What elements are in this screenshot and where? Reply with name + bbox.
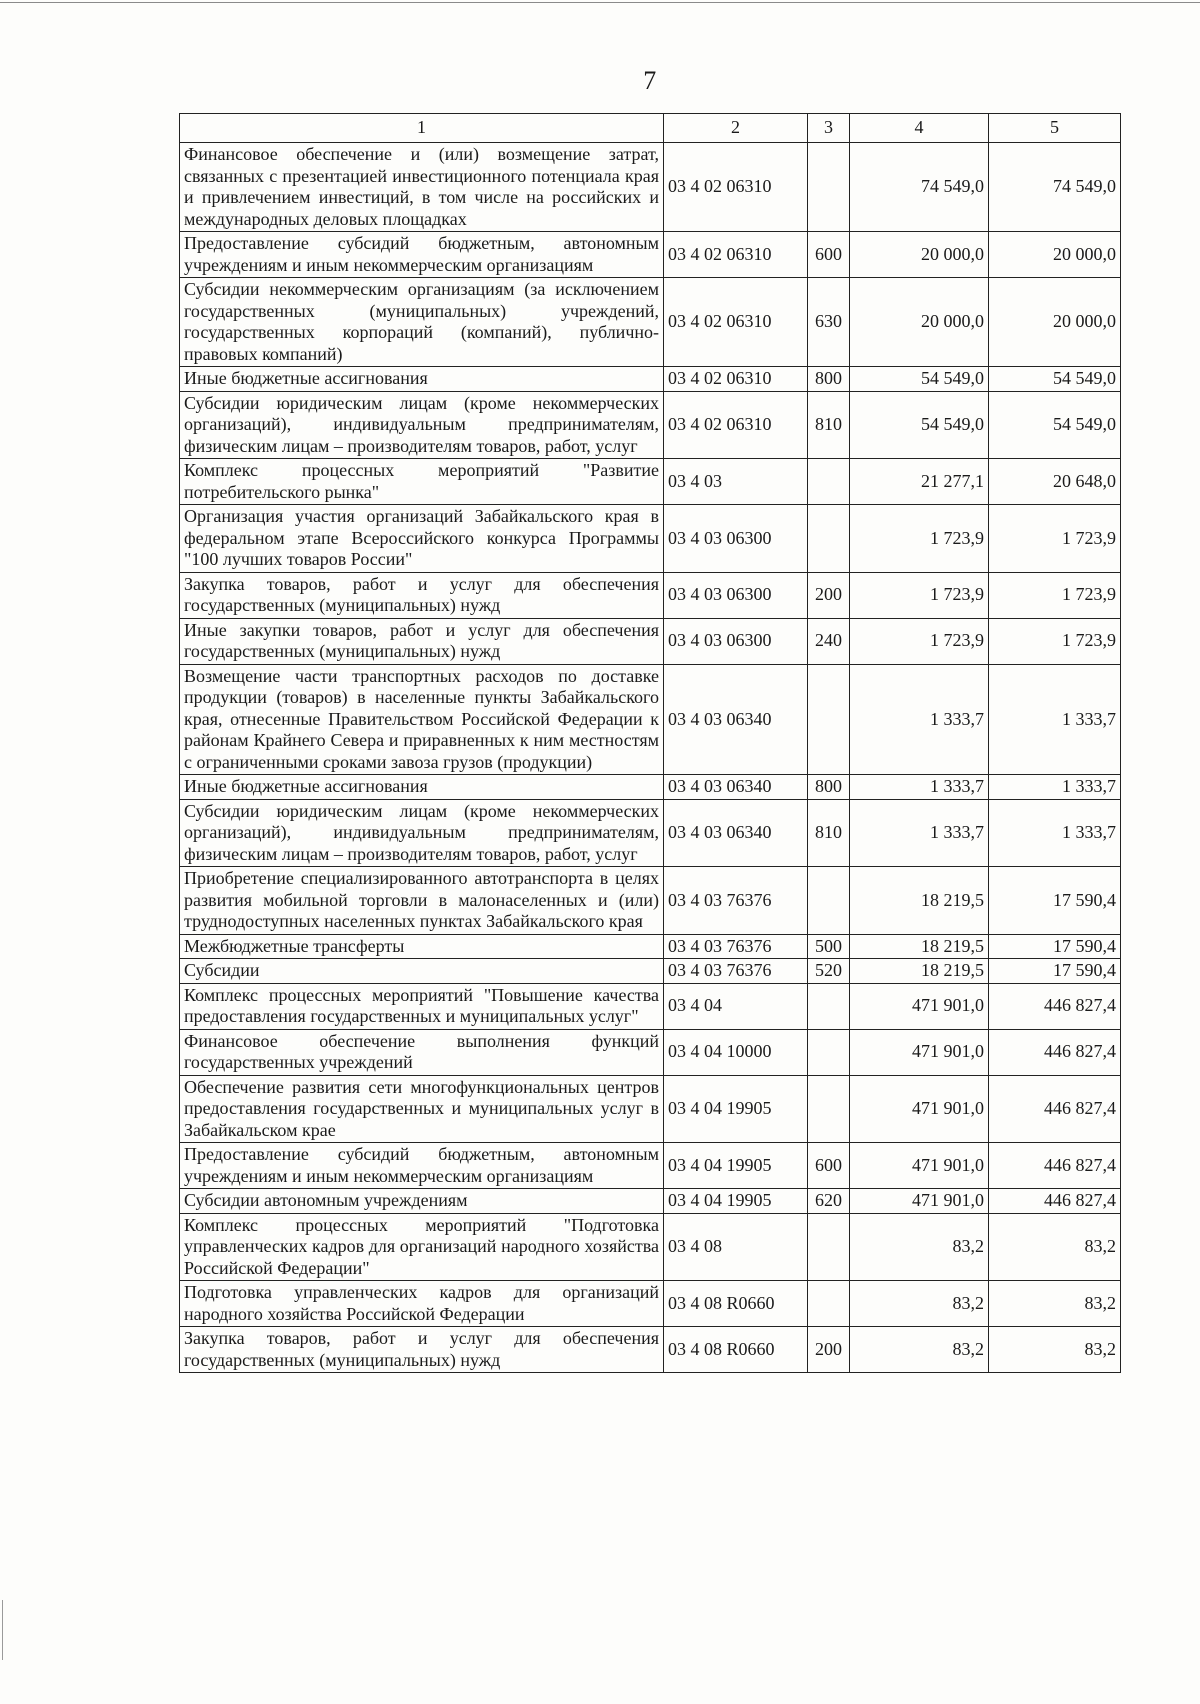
table-row <box>180 1189 1121 1214</box>
table-row <box>180 232 1121 278</box>
row-code-cell: 03 4 04 19905 <box>664 1143 808 1189</box>
row-code-cell: 03 4 04 <box>664 983 808 1029</box>
row-amount-2-cell: 20 000,0 <box>989 278 1121 367</box>
row-amount-1-cell: 74 549,0 <box>850 143 989 232</box>
row-expense-type-cell <box>808 983 850 1029</box>
row-code-cell: 03 4 03 76376 <box>664 867 808 935</box>
table-header-row <box>180 114 1121 143</box>
row-expense-type-cell: 200 <box>808 572 850 618</box>
row-name-cell: Приобретение специализированного автотранспорта в целях развития мобильной торговли в малонаселенных и (или) труднодоступных населенных пунктах Забайкальского края <box>180 867 664 935</box>
row-code-cell: 03 4 03 06300 <box>664 618 808 664</box>
row-amount-1-cell: 83,2 <box>850 1327 989 1373</box>
row-amount-2-cell: 446 827,4 <box>989 983 1121 1029</box>
row-name-cell: Подготовка управленческих кадров для организаций народного хозяйства Российской Федерации <box>180 1281 664 1327</box>
table-row <box>180 1143 1121 1189</box>
table-row <box>180 1029 1121 1075</box>
row-amount-2-cell: 1 723,9 <box>989 572 1121 618</box>
row-expense-type-cell: 500 <box>808 934 850 959</box>
row-amount-2-cell: 446 827,4 <box>989 1143 1121 1189</box>
table-row <box>180 934 1121 959</box>
row-amount-2-cell: 446 827,4 <box>989 1189 1121 1214</box>
row-amount-2-cell: 17 590,4 <box>989 959 1121 984</box>
row-amount-2-cell: 446 827,4 <box>989 1029 1121 1075</box>
row-code-cell: 03 4 03 76376 <box>664 934 808 959</box>
row-code-cell: 03 4 02 06310 <box>664 143 808 232</box>
row-name-cell: Обеспечение развития сети многофункциональных центров предоставления государственных и муниципальных услуг в Забайкальском крае <box>180 1075 664 1143</box>
row-amount-1-cell: 1 723,9 <box>850 572 989 618</box>
table-row <box>180 505 1121 573</box>
row-amount-1-cell: 471 901,0 <box>850 983 989 1029</box>
row-amount-1-cell: 471 901,0 <box>850 1029 989 1075</box>
table-row <box>180 278 1121 367</box>
row-name-cell: Иные бюджетные ассигнования <box>180 367 664 392</box>
table-row <box>180 775 1121 800</box>
row-name-cell: Субсидии некоммерческим организациям (за исключением государственных (муниципальных) учреждений, государственных корпораций (компаний), публично-правовых компаний) <box>180 278 664 367</box>
row-code-cell: 03 4 04 19905 <box>664 1075 808 1143</box>
row-amount-1-cell: 18 219,5 <box>850 959 989 984</box>
row-code-cell: 03 4 02 06310 <box>664 232 808 278</box>
row-expense-type-cell <box>808 1213 850 1281</box>
table-row <box>180 391 1121 459</box>
row-code-cell: 03 4 02 06310 <box>664 391 808 459</box>
row-expense-type-cell <box>808 867 850 935</box>
row-amount-1-cell: 471 901,0 <box>850 1143 989 1189</box>
row-code-cell: 03 4 08 R0660 <box>664 1327 808 1373</box>
row-amount-1-cell: 18 219,5 <box>850 867 989 935</box>
row-expense-type-cell: 520 <box>808 959 850 984</box>
row-name-cell: Комплекс процессных мероприятий "Повышение качества предоставления государственных и муниципальных услуг" <box>180 983 664 1029</box>
row-code-cell: 03 4 04 10000 <box>664 1029 808 1075</box>
row-name-cell: Финансовое обеспечение и (или) возмещение затрат, связанных с презентацией инвестиционного потенциала края и привлечением инвестиций, в том числе на российских и международных деловых площадках <box>180 143 664 232</box>
row-expense-type-cell <box>808 505 850 573</box>
row-amount-1-cell: 83,2 <box>850 1281 989 1327</box>
row-name-cell: Возмещение части транспортных расходов по доставке продукции (товаров) в населенные пункты Забайкальского края, отнесенные Правительством Российской Федерации к районам Крайнего Севера и приравненных к ним местностям с ограниченными сроками завоза грузов (продукции) <box>180 664 664 775</box>
table-row <box>180 367 1121 392</box>
budget-table <box>179 113 1121 1373</box>
row-expense-type-cell: 600 <box>808 1143 850 1189</box>
row-name-cell: Иные бюджетные ассигнования <box>180 775 664 800</box>
row-expense-type-cell <box>808 143 850 232</box>
row-amount-1-cell: 54 549,0 <box>850 367 989 392</box>
row-code-cell: 03 4 03 06340 <box>664 775 808 800</box>
table-row <box>180 959 1121 984</box>
row-name-cell: Комплекс процессных мероприятий "Подготовка управленческих кадров для организаций народного хозяйства Российской Федерации" <box>180 1213 664 1281</box>
header-col-2: 2 <box>664 114 808 143</box>
table-row <box>180 1327 1121 1373</box>
row-amount-2-cell: 54 549,0 <box>989 391 1121 459</box>
row-expense-type-cell: 200 <box>808 1327 850 1373</box>
row-amount-1-cell: 1 723,9 <box>850 505 989 573</box>
row-name-cell: Организация участия организаций Забайкальского края в федеральном этапе Всероссийского конкурса Программы "100 лучших товаров России" <box>180 505 664 573</box>
row-code-cell: 03 4 08 R0660 <box>664 1281 808 1327</box>
row-expense-type-cell: 810 <box>808 799 850 867</box>
row-expense-type-cell <box>808 459 850 505</box>
header-col-1: 1 <box>180 114 664 143</box>
scan-edge-line <box>0 2 1200 3</box>
row-code-cell: 03 4 03 06340 <box>664 664 808 775</box>
row-name-cell: Субсидии юридическим лицам (кроме некоммерческих организаций), индивидуальным предпринимателям, физическим лицам – производителям товаров, работ, услуг <box>180 391 664 459</box>
table-row <box>180 618 1121 664</box>
row-name-cell: Предоставление субсидий бюджетным, автономным учреждениям и иным некоммерческим организациям <box>180 1143 664 1189</box>
row-expense-type-cell <box>808 1029 850 1075</box>
header-col-3: 3 <box>808 114 850 143</box>
row-amount-1-cell: 83,2 <box>850 1213 989 1281</box>
table-row <box>180 1281 1121 1327</box>
header-col-5: 5 <box>989 114 1121 143</box>
table-row <box>180 1075 1121 1143</box>
row-code-cell: 03 4 03 06300 <box>664 505 808 573</box>
row-amount-2-cell: 83,2 <box>989 1213 1121 1281</box>
row-code-cell: 03 4 02 06310 <box>664 367 808 392</box>
table-row <box>180 664 1121 775</box>
row-amount-2-cell: 54 549,0 <box>989 367 1121 392</box>
row-name-cell: Иные закупки товаров, работ и услуг для обеспечения государственных (муниципальных) нужд <box>180 618 664 664</box>
row-code-cell: 03 4 03 <box>664 459 808 505</box>
table-row <box>180 983 1121 1029</box>
row-name-cell: Комплекс процессных мероприятий "Развитие потребительского рынка" <box>180 459 664 505</box>
row-code-cell: 03 4 08 <box>664 1213 808 1281</box>
row-amount-2-cell: 74 549,0 <box>989 143 1121 232</box>
table-row <box>180 572 1121 618</box>
row-amount-1-cell: 1 723,9 <box>850 618 989 664</box>
row-amount-1-cell: 471 901,0 <box>850 1189 989 1214</box>
row-expense-type-cell <box>808 1281 850 1327</box>
row-name-cell: Субсидии автономным учреждениям <box>180 1189 664 1214</box>
row-amount-2-cell: 1 723,9 <box>989 505 1121 573</box>
row-expense-type-cell: 800 <box>808 367 850 392</box>
row-amount-2-cell: 20 648,0 <box>989 459 1121 505</box>
row-amount-1-cell: 54 549,0 <box>850 391 989 459</box>
row-code-cell: 03 4 03 76376 <box>664 959 808 984</box>
table-row <box>180 459 1121 505</box>
row-amount-1-cell: 20 000,0 <box>850 232 989 278</box>
row-code-cell: 03 4 03 06300 <box>664 572 808 618</box>
page-number: 7 <box>643 66 657 95</box>
row-code-cell: 03 4 03 06340 <box>664 799 808 867</box>
row-amount-1-cell: 21 277,1 <box>850 459 989 505</box>
row-name-cell: Финансовое обеспечение выполнения функций государственных учреждений <box>180 1029 664 1075</box>
table-row <box>180 799 1121 867</box>
row-amount-2-cell: 1 333,7 <box>989 664 1121 775</box>
row-name-cell: Субсидии <box>180 959 664 984</box>
row-name-cell: Закупка товаров, работ и услуг для обеспечения государственных (муниципальных) нужд <box>180 572 664 618</box>
row-amount-1-cell: 18 219,5 <box>850 934 989 959</box>
row-name-cell: Предоставление субсидий бюджетным, автономным учреждениям и иным некоммерческим организациям <box>180 232 664 278</box>
row-amount-2-cell: 20 000,0 <box>989 232 1121 278</box>
row-expense-type-cell: 810 <box>808 391 850 459</box>
row-expense-type-cell: 600 <box>808 232 850 278</box>
row-expense-type-cell: 240 <box>808 618 850 664</box>
row-name-cell: Закупка товаров, работ и услуг для обеспечения государственных (муниципальных) нужд <box>180 1327 664 1373</box>
row-amount-2-cell: 17 590,4 <box>989 934 1121 959</box>
table-row <box>180 1213 1121 1281</box>
row-amount-1-cell: 1 333,7 <box>850 664 989 775</box>
row-expense-type-cell: 630 <box>808 278 850 367</box>
table-row <box>180 867 1121 935</box>
row-name-cell: Субсидии юридическим лицам (кроме некоммерческих организаций), индивидуальным предпринимателям, физическим лицам – производителям товаров, работ, услуг <box>180 799 664 867</box>
row-amount-1-cell: 20 000,0 <box>850 278 989 367</box>
row-amount-2-cell: 1 333,7 <box>989 775 1121 800</box>
table-row <box>180 143 1121 232</box>
row-amount-1-cell: 1 333,7 <box>850 799 989 867</box>
row-code-cell: 03 4 04 19905 <box>664 1189 808 1214</box>
row-expense-type-cell <box>808 664 850 775</box>
row-expense-type-cell: 620 <box>808 1189 850 1214</box>
row-amount-1-cell: 471 901,0 <box>850 1075 989 1143</box>
header-col-4: 4 <box>850 114 989 143</box>
row-amount-2-cell: 83,2 <box>989 1327 1121 1373</box>
row-code-cell: 03 4 02 06310 <box>664 278 808 367</box>
row-amount-2-cell: 446 827,4 <box>989 1075 1121 1143</box>
row-amount-1-cell: 1 333,7 <box>850 775 989 800</box>
row-amount-2-cell: 1 333,7 <box>989 799 1121 867</box>
row-expense-type-cell <box>808 1075 850 1143</box>
row-name-cell: Межбюджетные трансферты <box>180 934 664 959</box>
row-amount-2-cell: 83,2 <box>989 1281 1121 1327</box>
scan-margin-mark <box>2 1600 3 1660</box>
row-amount-2-cell: 17 590,4 <box>989 867 1121 935</box>
row-expense-type-cell: 800 <box>808 775 850 800</box>
row-amount-2-cell: 1 723,9 <box>989 618 1121 664</box>
